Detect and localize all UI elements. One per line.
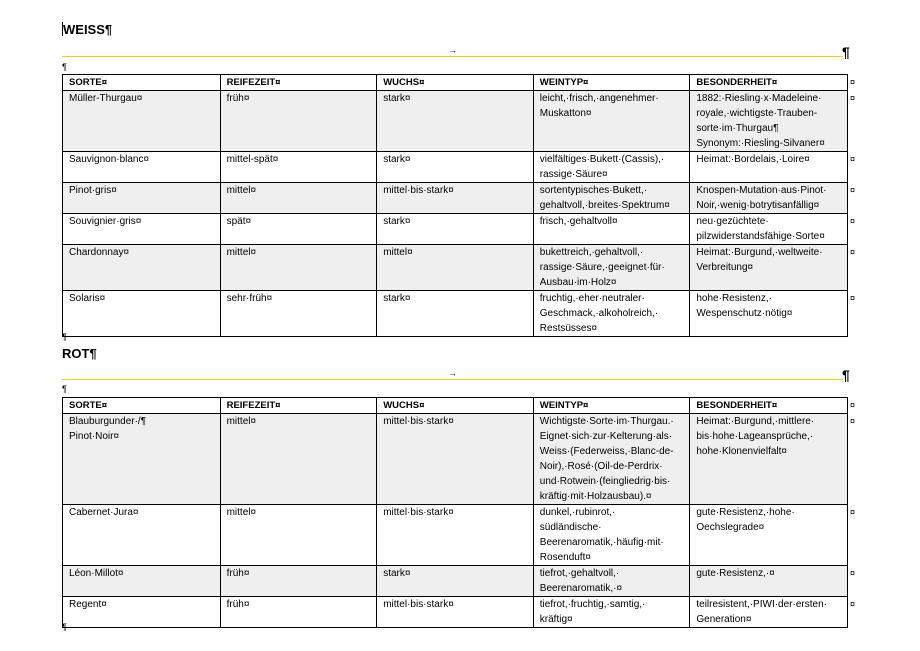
table-header-row bbox=[63, 398, 848, 414]
table-weiss bbox=[62, 74, 848, 337]
table-row bbox=[63, 597, 848, 628]
row-end-marker: ¤ bbox=[850, 76, 856, 87]
table-cell[interactable]: Cabernet·Jura¤ bbox=[63, 505, 221, 566]
table-cell[interactable]: hohe·Resistenz,· Wespenschutz·nötig¤ bbox=[690, 291, 848, 337]
table-cell[interactable]: Heimat:·Burgund,·weltweite· Verbreitung¤ bbox=[690, 245, 848, 291]
table-row bbox=[63, 245, 848, 291]
table-cell[interactable]: mittel·bis·stark¤ bbox=[377, 414, 534, 505]
table-cell[interactable]: leicht,·frisch,·angenehmer· Muskatton¤ bbox=[533, 91, 690, 152]
table-cell[interactable]: tiefrot,·fruchtig,·samtig,· kräftig¤ bbox=[533, 597, 690, 628]
row-end-marker: ¤ bbox=[850, 92, 856, 103]
table-row bbox=[63, 91, 848, 152]
row-end-marker: ¤ bbox=[850, 153, 856, 164]
table-cell[interactable]: sehr·früh¤ bbox=[220, 291, 377, 337]
row-end-marker: ¤ bbox=[850, 506, 856, 517]
row-end-marker: ¤ bbox=[850, 598, 856, 609]
column-header[interactable]: REIFEZEIT¤ bbox=[220, 75, 377, 91]
table-header-row bbox=[63, 75, 848, 91]
tab-arrow: → bbox=[448, 368, 457, 378]
table-cell[interactable]: mittel¤ bbox=[220, 414, 377, 505]
table-cell[interactable]: Chardonnay¤ bbox=[63, 245, 221, 291]
table-cell[interactable]: neu·gezüchtete· pilzwiderstandsfähige·Sorte¤ bbox=[690, 214, 848, 245]
table-cell[interactable]: mittel·bis·stark¤ bbox=[377, 505, 534, 566]
table-cell[interactable]: frisch,·gehaltvoll¤ bbox=[533, 214, 690, 245]
table-cell[interactable]: tiefrot,·gehaltvoll,· Beerenaromatik,·¤ bbox=[533, 566, 690, 597]
row-end-marker: ¤ bbox=[850, 415, 856, 426]
end-pilcrow: ¶ bbox=[842, 367, 850, 383]
table-cell[interactable]: mittel·bis·stark¤ bbox=[377, 183, 534, 214]
table-row bbox=[63, 566, 848, 597]
table-cell[interactable]: mittel¤ bbox=[220, 245, 377, 291]
table-cell[interactable]: mittel¤ bbox=[377, 245, 534, 291]
table-cell[interactable]: 1882:·Riesling·x·Madeleine· royale,·wichtigste·Trauben- sorte·im·Thurgau¶ Synonym:·Riesling-Silvaner¤ bbox=[690, 91, 848, 152]
table-cell[interactable]: mittel-spät¤ bbox=[220, 152, 377, 183]
row-end-marker: ¤ bbox=[850, 399, 856, 410]
table-cell[interactable]: stark¤ bbox=[377, 91, 534, 152]
heading-weiss[interactable]: WEISS¶ bbox=[63, 22, 113, 37]
table-cell[interactable]: Blauburgunder·/¶ Pinot·Noir¤ bbox=[63, 414, 221, 505]
heading-rot[interactable]: ROT¶ bbox=[62, 346, 97, 361]
table-cell[interactable]: sortentypisches·Bukett,· gehaltvoll,·breites·Spektrum¤ bbox=[533, 183, 690, 214]
column-header[interactable]: SORTE¤ bbox=[63, 75, 221, 91]
table-row bbox=[63, 183, 848, 214]
table-cell[interactable]: stark¤ bbox=[377, 214, 534, 245]
table-cell[interactable]: Heimat:·Burgund,·mittlere· bis·hohe·Lageansprüche,· hohe·Klonenvielfalt¤ bbox=[690, 414, 848, 505]
paragraph-mark: ¶ bbox=[62, 384, 67, 394]
table-cell[interactable]: früh¤ bbox=[220, 597, 377, 628]
table-cell[interactable]: früh¤ bbox=[220, 91, 377, 152]
row-end-marker: ¤ bbox=[850, 567, 856, 578]
paragraph-mark-final: ¶ bbox=[62, 622, 67, 632]
table-row bbox=[63, 505, 848, 566]
paragraph-mark: ¶ bbox=[62, 62, 67, 72]
table-cell[interactable]: Regent¤ bbox=[63, 597, 221, 628]
table-cell[interactable]: fruchtig,·eher·neutraler· Geschmack,·alkoholreich,· Restsüsses¤ bbox=[533, 291, 690, 337]
table-cell[interactable]: stark¤ bbox=[377, 566, 534, 597]
table-cell[interactable]: Solaris¤ bbox=[63, 291, 221, 337]
table-cell[interactable]: dunkel,·rubinrot,· südländische· Beerenaromatik,·häufig·mit· Rosenduft¤ bbox=[533, 505, 690, 566]
table-rot bbox=[62, 397, 848, 628]
table-cell[interactable]: Souvignier·gris¤ bbox=[63, 214, 221, 245]
table-row bbox=[63, 214, 848, 245]
table-cell[interactable]: Wichtigste·Sorte·im·Thurgau.· Eignet·sich·zur·Kelterung·als· Weiss·(Federweiss,·Blanc-de- Noir),·Rosé·(Oil-de-Perdrix· und·Rotwein·(feingliedrig·bis· kräftig·mit·Holzausbau).¤ bbox=[533, 414, 690, 505]
table-cell[interactable]: Sauvignon·blanc¤ bbox=[63, 152, 221, 183]
column-header[interactable]: BESONDERHEIT¤ bbox=[690, 398, 848, 414]
column-header[interactable]: WUCHS¤ bbox=[377, 75, 534, 91]
table-cell[interactable]: gute·Resistenz,·¤ bbox=[690, 566, 848, 597]
table-cell[interactable]: stark¤ bbox=[377, 152, 534, 183]
table-cell[interactable]: Pinot·gris¤ bbox=[63, 183, 221, 214]
paragraph-mark: ¶ bbox=[62, 332, 67, 342]
table-cell[interactable]: mittel·bis·stark¤ bbox=[377, 597, 534, 628]
table-cell[interactable]: bukettreich,·gehaltvoll,· rassige·Säure,·geeignet·für· Ausbau·im·Holz¤ bbox=[533, 245, 690, 291]
table-cell[interactable]: spät¤ bbox=[220, 214, 377, 245]
column-header[interactable]: WEINTYP¤ bbox=[533, 75, 690, 91]
row-end-marker: ¤ bbox=[850, 215, 856, 226]
row-end-marker: ¤ bbox=[850, 184, 856, 195]
table-row bbox=[63, 414, 848, 505]
end-pilcrow: ¶ bbox=[842, 44, 850, 60]
column-header[interactable]: WEINTYP¤ bbox=[533, 398, 690, 414]
table-cell[interactable]: gute·Resistenz,·hohe· Oechslegrade¤ bbox=[690, 505, 848, 566]
table-cell[interactable]: mittel¤ bbox=[220, 183, 377, 214]
column-header[interactable]: BESONDERHEIT¤ bbox=[690, 75, 848, 91]
table-cell[interactable]: Müller-Thurgau¤ bbox=[63, 91, 221, 152]
table-cell[interactable]: Heimat:·Bordelais,·Loire¤ bbox=[690, 152, 848, 183]
yellow-rule bbox=[62, 379, 843, 380]
column-header[interactable]: WUCHS¤ bbox=[377, 398, 534, 414]
row-end-marker: ¤ bbox=[850, 246, 856, 257]
column-header[interactable]: REIFEZEIT¤ bbox=[220, 398, 377, 414]
table-cell[interactable]: Léon·Millot¤ bbox=[63, 566, 221, 597]
yellow-rule bbox=[62, 56, 843, 57]
table-cell[interactable]: früh¤ bbox=[220, 566, 377, 597]
tab-arrow: → bbox=[448, 45, 457, 55]
table-cell[interactable]: vielfältiges·Bukett·(Cassis),· rassige·Säure¤ bbox=[533, 152, 690, 183]
column-header[interactable]: SORTE¤ bbox=[63, 398, 221, 414]
table-cell[interactable]: stark¤ bbox=[377, 291, 534, 337]
table-cell[interactable]: teilresistent,·PIWI·der·ersten· Generation¤ bbox=[690, 597, 848, 628]
table-row bbox=[63, 291, 848, 337]
table-cell[interactable]: Knospen-Mutation·aus·Pinot· Noir,·wenig·botrytisanfällig¤ bbox=[690, 183, 848, 214]
table-cell[interactable]: mittel¤ bbox=[220, 505, 377, 566]
table-row bbox=[63, 152, 848, 183]
row-end-marker: ¤ bbox=[850, 292, 856, 303]
